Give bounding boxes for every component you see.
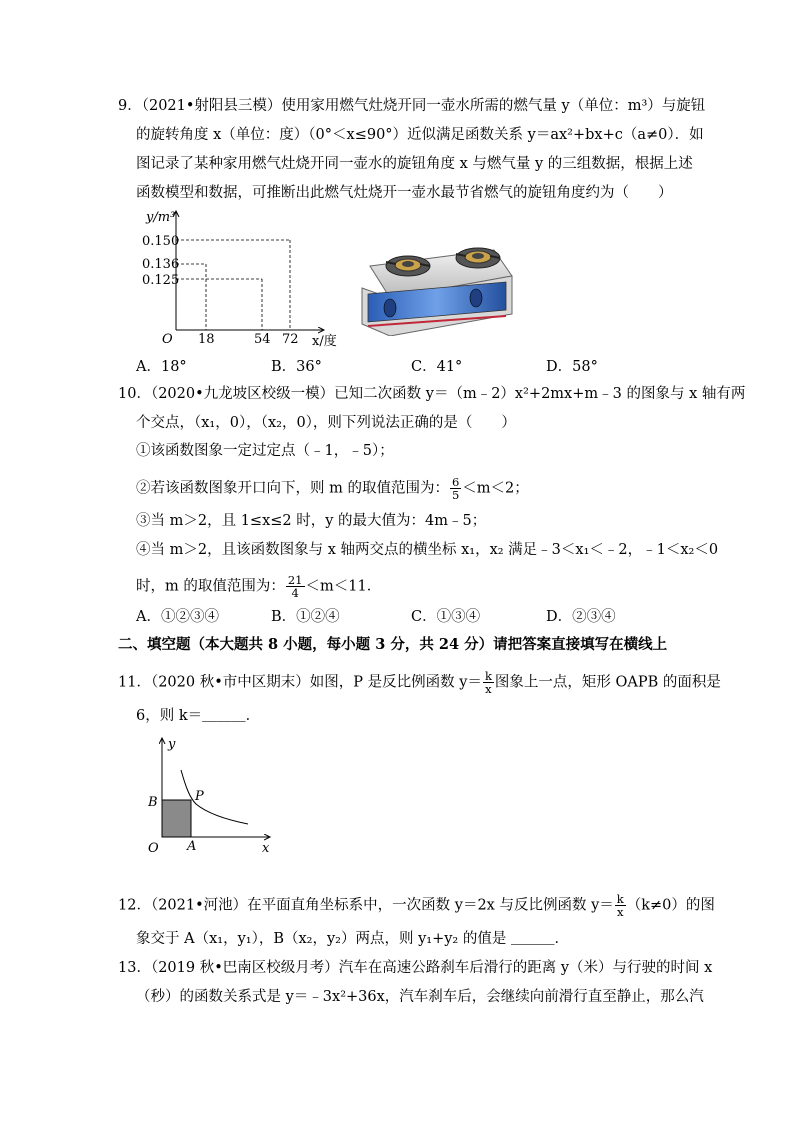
q10-option-a[interactable]: A．①②③④ — [136, 609, 219, 625]
q9-line4: 函数模型和数据，可推断出此燃气灶烧开一壶水最节省燃气的旋钮角度约为（ ） — [136, 185, 673, 201]
q9-xtick-18: 18 — [198, 332, 215, 347]
q12-frac-num: k — [616, 892, 624, 906]
q9-xlabel: x/度 — [312, 334, 337, 349]
q11-point-p: P — [195, 789, 204, 804]
q10-option-d[interactable]: D．②③④ — [546, 609, 616, 625]
q11-frac-num: k — [484, 669, 492, 683]
q9-option-b[interactable]: B．36° — [271, 359, 322, 375]
q10-s5-den: 4 — [291, 586, 299, 600]
q10-statement-2 — [136, 476, 529, 501]
q9-ylabel: y/m³ — [146, 210, 176, 225]
q9-option-d[interactable]: D．58° — [546, 359, 598, 375]
q10-statement-3: ③当 m＞2，且 1≤x≤2 时，y 的最大值为：4m﹣5； — [136, 513, 487, 529]
q11-point-b: B — [148, 795, 158, 810]
q11-rectangle-OAPB — [162, 800, 191, 837]
q9-line1: 9．（2021•射阳县三模）使用家用燃气灶烧开同一壶水所需的燃气量 y（单位：m³）与旋钮 — [118, 98, 706, 114]
q11-y-label: y — [168, 737, 176, 752]
q9-ytick-0150: 0.150 — [142, 234, 180, 249]
q12-frac-den: x — [617, 905, 624, 919]
q9-ytick-0125: 0.125 — [142, 273, 180, 288]
q10-statement-4: ④当 m＞2，且该函数图象与 x 轴两交点的横坐标 x₁，x₂ 满足﹣3＜x₁＜﹣2，﹣1＜x₂＜0 — [136, 542, 719, 558]
q13-line2: （秒）的函数关系式是 y＝﹣3x²+36x，汽车刹车后，会继续向前滑行直至静止，那么汽 — [136, 989, 704, 1005]
q10-option-c[interactable]: C．①③④ — [411, 609, 481, 625]
q11-line2: 6，则 k＝＿＿＿． — [136, 708, 261, 724]
q10-s2-fraction — [450, 476, 461, 501]
q9-origin: O — [162, 332, 173, 347]
q11-graph — [138, 728, 288, 863]
q9-option-c[interactable]: C．41° — [411, 359, 463, 375]
q9-ytick-0136: 0.136 — [142, 257, 180, 272]
q11-line1 — [118, 670, 721, 695]
q10-s5-text: 时，m 的取值范围为： — [136, 578, 285, 595]
q9-xtick-54: 54 — [254, 332, 271, 347]
q11-x-label: x — [262, 841, 270, 856]
q9-option-a[interactable]: A．18° — [136, 359, 187, 375]
q9-xtick-72: 72 — [282, 332, 299, 347]
q11-text: 11．（2020 秋•市中区期末）如图，P 是反比例函数 y＝ — [118, 674, 482, 691]
q10-s2-text: ②若该函数图象开口向下，则 m 的取值范围为： — [136, 480, 449, 497]
section-2-heading: 二、填空题（本大题共 8 小题，每小题 3 分，共 24 分）请把答案直接填写在横线上 — [118, 636, 668, 653]
q10-s5-num: 21 — [287, 573, 303, 587]
q10-s2-post: ＜m＜2； — [462, 480, 529, 497]
q11-post: 图象上一点，矩形 OAPB 的面积是 — [494, 674, 721, 691]
q9-line2: 的旋转角度 x（单位：度）（0°＜x≤90°）近似满足函数关系 y＝ax²+bx+c（a≠0）．如 — [136, 127, 704, 143]
q12-post: （k≠0）的图 — [626, 897, 715, 914]
q10-options — [136, 607, 656, 627]
q12-line1 — [118, 893, 715, 918]
q12-line2: 象交于 A（x₁，y₁），B（x₂，y₂）两点，则 y₁+y₂ 的值是 ＿＿＿． — [136, 931, 569, 947]
q9-graph — [128, 205, 348, 350]
q9-options — [136, 357, 656, 377]
gas-stove-image — [356, 236, 516, 336]
q13-line1: 13．（2019 秋•巴南区校级月考）汽车在高速公路刹车后滑行的距离 y（米）与行驶的时间 x — [118, 960, 713, 976]
q9-line3: 图记录了某种家用燃气灶烧开同一壶水的旋钮角度 x 与燃气量 y 的三组数据，根据上述 — [136, 156, 693, 172]
q11-frac-den: x — [485, 682, 492, 696]
q10-line1: 10．（2020•九龙坡区校级一模）已知二次函数 y＝（m﹣2）x²+2mx+m﹣3 的图象与 x 轴有两 — [118, 386, 746, 402]
q11-origin: O — [148, 841, 159, 856]
q10-option-b[interactable]: B．①②④ — [271, 609, 340, 625]
q10-s5-fraction — [286, 574, 305, 599]
q10-statement-1: ①该函数图象一定过定点（﹣1，﹣5）； — [136, 443, 394, 459]
q10-line2: 个交点，（x₁，0），（x₂，0），则下列说法正确的是（ ） — [136, 415, 516, 431]
q10-s2-num: 6 — [451, 475, 460, 489]
q12-text: 12．（2021•河池）在平面直角坐标系中，一次函数 y＝2x 与反比例函数 y＝ — [118, 897, 614, 914]
q12-fraction — [615, 893, 626, 918]
q10-s2-den: 5 — [451, 488, 460, 502]
q10-statement-5 — [136, 574, 381, 599]
q11-point-a: A — [187, 839, 197, 854]
q11-fraction — [483, 670, 494, 695]
q10-s5-post: ＜m＜11． — [305, 578, 382, 595]
